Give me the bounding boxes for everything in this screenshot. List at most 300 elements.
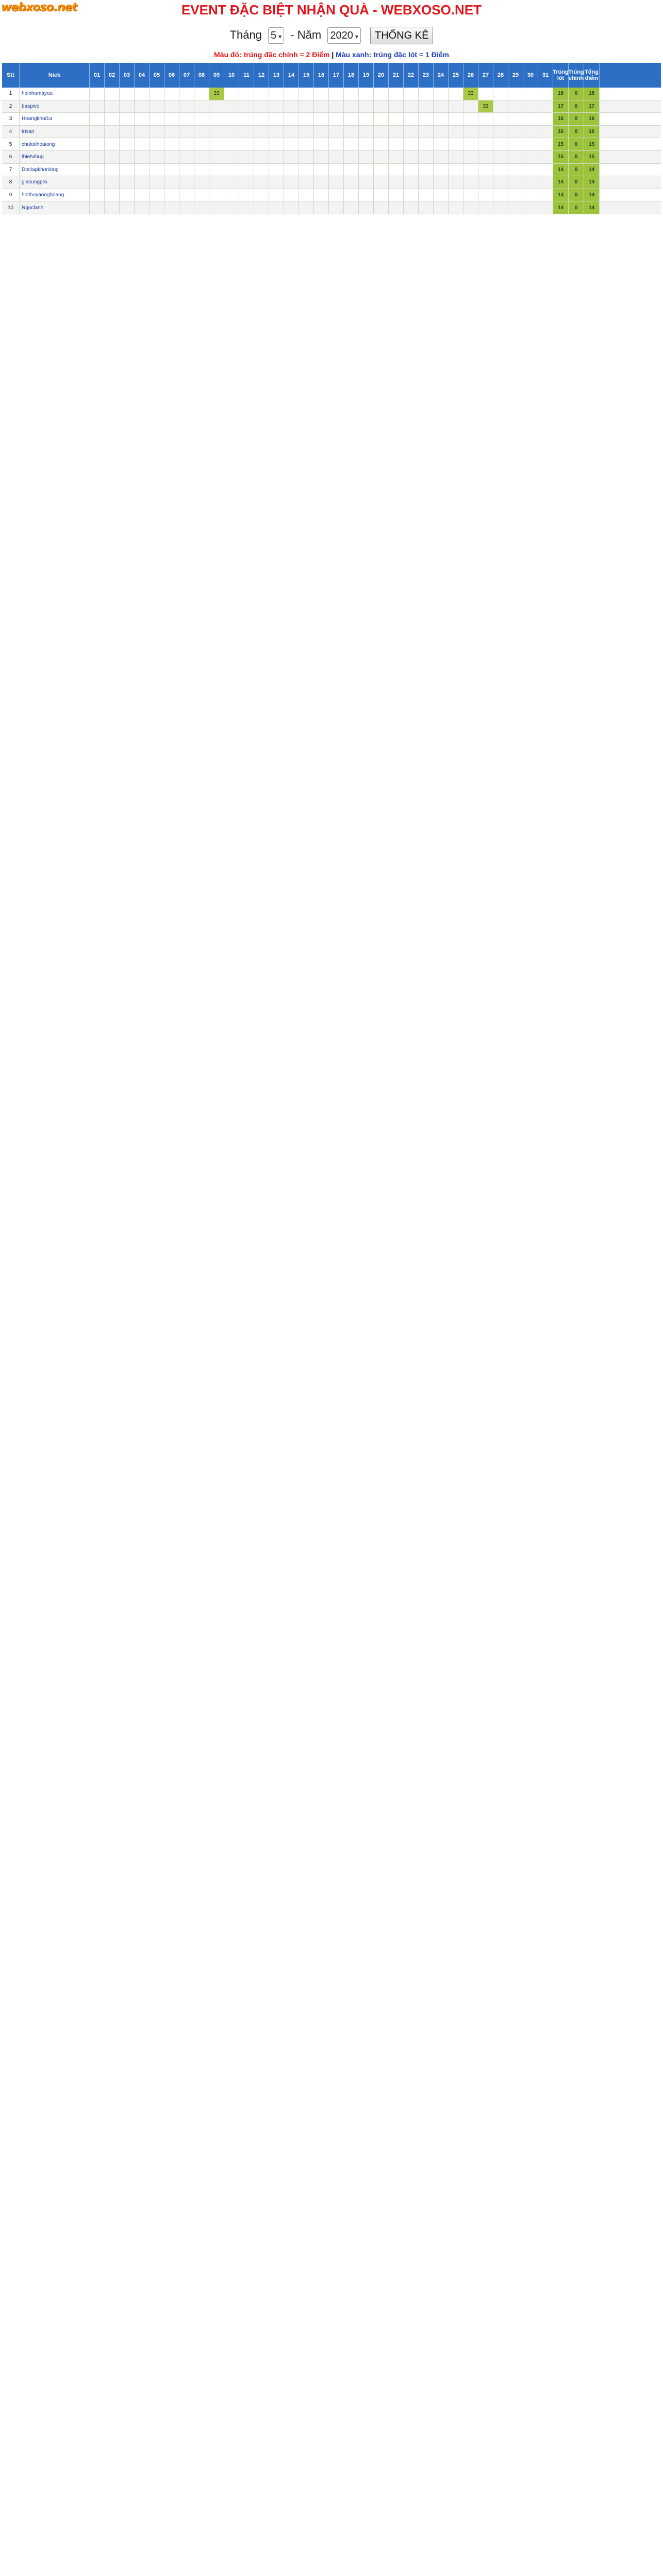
- table-row: [2, 176, 661, 189]
- row-points: 14: [584, 176, 600, 189]
- row-day-cell: [254, 164, 269, 176]
- row-total-main: 0: [569, 100, 584, 113]
- row-stt: 1: [2, 88, 20, 100]
- row-day-cell: [120, 113, 135, 125]
- year-label: Năm: [297, 28, 322, 41]
- row-day-cell: [344, 176, 359, 189]
- results-table: [2, 63, 661, 214]
- row-day-cell: [389, 88, 404, 100]
- row-day-cell: [478, 164, 493, 176]
- row-day-cell: [463, 189, 478, 201]
- row-total-hit: 15: [553, 151, 569, 163]
- row-day-cell: [434, 113, 449, 125]
- row-day-cell: [538, 189, 553, 201]
- row-day-cell: [90, 113, 105, 125]
- row-day-cell: [269, 151, 284, 163]
- row-day-cell: [194, 176, 209, 189]
- header-day: 20: [374, 63, 389, 88]
- row-day-cell: [90, 201, 105, 214]
- filter-bar: [0, 27, 663, 44]
- row-day-cell: [538, 88, 553, 100]
- row-day-cell: [404, 126, 419, 138]
- row-day-cell: [135, 201, 150, 214]
- header-day: 29: [508, 63, 523, 88]
- header-day: 22: [404, 63, 419, 88]
- header-name: Nick: [20, 63, 90, 88]
- row-day-cell: [254, 88, 269, 100]
- row-day-cell: [314, 100, 329, 113]
- row-points: 15: [584, 151, 600, 163]
- row-day-cell: [105, 100, 120, 113]
- row-day-cell: [194, 189, 209, 201]
- row-total-main: 0: [569, 176, 584, 189]
- header-day: 04: [135, 63, 150, 88]
- row-day-cell: [434, 176, 449, 189]
- row-total-hit: 14: [553, 189, 569, 201]
- row-day-cell: [404, 88, 419, 100]
- table-row: [2, 189, 661, 202]
- row-day-cell: [269, 113, 284, 125]
- row-day-cell: [179, 88, 194, 100]
- row-day-cell: [179, 138, 194, 150]
- row-day-cell: [209, 151, 224, 163]
- row-day-cell: [449, 176, 463, 189]
- row-day-cell: [508, 88, 523, 100]
- row-day-cell: [344, 164, 359, 176]
- row-day-cell: [239, 113, 254, 125]
- header-day: 09: [209, 63, 224, 88]
- chevron-down-icon: ▾: [278, 33, 282, 40]
- row-day-cell: [359, 201, 374, 214]
- row-nick-link[interactable]: Hoangkhoi1a: [20, 113, 90, 125]
- note-main-points: Màu đỏ: trúng đặc chính = 2 Điểm: [214, 50, 330, 59]
- row-day-cell: [194, 138, 209, 150]
- month-label: Tháng: [229, 28, 262, 41]
- row-day-cell: [419, 164, 434, 176]
- header-day: 27: [478, 63, 493, 88]
- row-day-cell: 33: [209, 88, 224, 100]
- row-day-cell: [224, 176, 239, 189]
- row-day-cell: [120, 126, 135, 138]
- row-day-cell: [164, 88, 179, 100]
- row-day-cell: [120, 151, 135, 163]
- row-day-cell: [120, 88, 135, 100]
- row-day-cell: [105, 189, 120, 201]
- row-day-cell: [374, 164, 389, 176]
- row-day-cell: [538, 113, 553, 125]
- row-day-cell: [299, 126, 314, 138]
- row-day-cell: [434, 164, 449, 176]
- header-day: 14: [284, 63, 299, 88]
- row-day-cell: [314, 88, 329, 100]
- row-total-main: 0: [569, 164, 584, 176]
- row-day-cell: [344, 88, 359, 100]
- row-day-cell: [284, 138, 299, 150]
- row-day-cell: [508, 201, 523, 214]
- row-day-cell: [478, 88, 493, 100]
- row-day-cell: [374, 151, 389, 163]
- row-nick-link[interactable]: Doclapkhonlong: [20, 164, 90, 176]
- header-day: 11: [239, 63, 254, 88]
- row-day-cell: [239, 100, 254, 113]
- row-day-cell: [314, 189, 329, 201]
- row-day-cell: [404, 176, 419, 189]
- row-day-cell: [329, 113, 344, 125]
- row-day-cell: [224, 100, 239, 113]
- row-day-cell: [374, 88, 389, 100]
- row-day-cell: [463, 138, 478, 150]
- row-day-cell: [419, 151, 434, 163]
- row-day-cell: [135, 151, 150, 163]
- row-day-cell: [404, 189, 419, 201]
- row-total-main: 0: [569, 113, 584, 125]
- row-day-cell: [164, 201, 179, 214]
- row-day-cell: [538, 164, 553, 176]
- header-day: 10: [224, 63, 239, 88]
- row-day-cell: [419, 88, 434, 100]
- row-day-cell: [478, 126, 493, 138]
- row-day-cell: [135, 88, 150, 100]
- row-day-cell: [150, 100, 164, 113]
- row-day-cell: [389, 176, 404, 189]
- dash-separator: -: [290, 28, 294, 41]
- row-day-cell: [508, 100, 523, 113]
- row-day-cell: [359, 100, 374, 113]
- row-day-cell: [179, 126, 194, 138]
- row-day-cell: [344, 189, 359, 201]
- row-day-cell: [508, 176, 523, 189]
- row-day-cell: [359, 126, 374, 138]
- month-select[interactable]: [268, 27, 284, 44]
- header-day: 28: [493, 63, 508, 88]
- row-day-cell: [284, 151, 299, 163]
- row-day-cell: [254, 113, 269, 125]
- row-day-cell: [254, 138, 269, 150]
- row-day-cell: [434, 126, 449, 138]
- row-day-cell: [299, 151, 314, 163]
- row-day-cell: [90, 164, 105, 176]
- row-day-cell: [389, 189, 404, 201]
- row-day-cell: [449, 88, 463, 100]
- row-day-cell: [239, 151, 254, 163]
- row-day-cell: [508, 189, 523, 201]
- row-day-cell: [209, 113, 224, 125]
- row-day-cell: [299, 88, 314, 100]
- year-select[interactable]: [327, 27, 361, 44]
- row-day-cell: [329, 100, 344, 113]
- row-day-cell: [164, 138, 179, 150]
- row-day-cell: [463, 176, 478, 189]
- row-day-cell: [434, 138, 449, 150]
- row-day-cell: [404, 113, 419, 125]
- row-day-cell: [269, 138, 284, 150]
- row-nick-link[interactable]: chuloithoaiong: [20, 138, 90, 150]
- row-day-cell: [194, 100, 209, 113]
- row-day-cell: [314, 151, 329, 163]
- row-day-cell: [90, 88, 105, 100]
- row-day-cell: [90, 138, 105, 150]
- row-day-cell: [224, 138, 239, 150]
- header-day: 17: [329, 63, 344, 88]
- row-day-cell: [344, 151, 359, 163]
- row-day-cell: [493, 100, 508, 113]
- row-day-cell: [359, 164, 374, 176]
- row-day-cell: [463, 126, 478, 138]
- row-day-cell: [478, 176, 493, 189]
- row-day-cell: [523, 138, 538, 150]
- row-day-cell: [120, 201, 135, 214]
- header-day: 23: [419, 63, 434, 88]
- table-row: [2, 100, 661, 113]
- row-day-cell: [105, 151, 120, 163]
- row-day-cell: [150, 176, 164, 189]
- row-stt: 5: [2, 138, 20, 150]
- row-day-cell: [359, 138, 374, 150]
- row-day-cell: [209, 201, 224, 214]
- row-day-cell: [254, 100, 269, 113]
- row-day-cell: [419, 100, 434, 113]
- row-day-cell: [523, 201, 538, 214]
- row-day-cell: [224, 126, 239, 138]
- row-total-hit: 14: [553, 176, 569, 189]
- row-day-cell: [164, 151, 179, 163]
- row-day-cell: [299, 100, 314, 113]
- row-total-hit: 16: [553, 126, 569, 138]
- row-day-cell: [404, 151, 419, 163]
- row-day-cell: [478, 201, 493, 214]
- row-day-cell: [419, 113, 434, 125]
- header-total-main: Trúng chính: [569, 63, 584, 88]
- row-day-cell: [434, 88, 449, 100]
- row-stt: 6: [2, 151, 20, 163]
- row-day-cell: [374, 126, 389, 138]
- row-day-cell: [179, 201, 194, 214]
- row-day-cell: [135, 113, 150, 125]
- thong-ke-button[interactable]: THỐNG KÊ: [370, 27, 433, 44]
- row-day-cell: [478, 113, 493, 125]
- row-stt: 9: [2, 189, 20, 201]
- row-day-cell: [254, 201, 269, 214]
- header-day: 21: [389, 63, 404, 88]
- row-nick-link[interactable]: baspivo: [20, 100, 90, 113]
- row-day-cell: [105, 201, 120, 214]
- row-day-cell: [374, 201, 389, 214]
- row-day-cell: [463, 151, 478, 163]
- row-day-cell: [344, 138, 359, 150]
- row-day-cell: [508, 151, 523, 163]
- row-day-cell: [284, 126, 299, 138]
- header-total-hit: Trúng lót: [553, 63, 569, 88]
- row-day-cell: [478, 151, 493, 163]
- row-points: 17: [584, 100, 600, 113]
- row-day-cell: [493, 151, 508, 163]
- header-day: 24: [434, 63, 449, 88]
- row-day-cell: [150, 189, 164, 201]
- table-row: [2, 138, 661, 151]
- row-day-cell: [299, 201, 314, 214]
- row-day-cell: [90, 100, 105, 113]
- row-day-cell: [523, 113, 538, 125]
- row-day-cell: [463, 164, 478, 176]
- row-day-cell: [269, 164, 284, 176]
- row-day-cell: [374, 138, 389, 150]
- header-points: Tổng điểm: [584, 63, 600, 88]
- row-day-cell: [179, 164, 194, 176]
- row-day-cell: [209, 126, 224, 138]
- row-day-cell: [269, 176, 284, 189]
- row-day-cell: [299, 189, 314, 201]
- row-day-cell: [508, 126, 523, 138]
- row-day-cell: [239, 189, 254, 201]
- row-day-cell: [329, 164, 344, 176]
- row-nick-link[interactable]: hoinhomayou: [20, 88, 90, 100]
- row-day-cell: [523, 164, 538, 176]
- row-day-cell: [135, 138, 150, 150]
- row-day-cell: [359, 151, 374, 163]
- row-day-cell: [449, 201, 463, 214]
- header-stt: Stt: [2, 63, 20, 88]
- row-day-cell: [105, 113, 120, 125]
- row-day-cell: [194, 151, 209, 163]
- row-total-main: 0: [569, 201, 584, 214]
- row-day-cell: [194, 88, 209, 100]
- row-day-cell: [329, 138, 344, 150]
- row-day-cell: [523, 126, 538, 138]
- row-day-cell: [404, 164, 419, 176]
- row-day-cell: [449, 100, 463, 113]
- row-day-cell: [105, 88, 120, 100]
- row-day-cell: [164, 126, 179, 138]
- row-day-cell: [179, 151, 194, 163]
- row-day-cell: [194, 113, 209, 125]
- row-day-cell: [90, 189, 105, 201]
- row-day-cell: [449, 151, 463, 163]
- row-day-cell: [523, 151, 538, 163]
- row-day-cell: [150, 151, 164, 163]
- row-nick-link[interactable]: trixan: [20, 126, 90, 138]
- row-nick-link[interactable]: giacungpro: [20, 176, 90, 189]
- row-day-cell: [463, 113, 478, 125]
- row-day-cell: [419, 201, 434, 214]
- row-points: 18: [584, 88, 600, 100]
- row-day-cell: [164, 164, 179, 176]
- row-day-cell: [179, 113, 194, 125]
- row-day-cell: [538, 176, 553, 189]
- row-day-cell: [523, 100, 538, 113]
- row-day-cell: [314, 201, 329, 214]
- row-stt: 3: [2, 113, 20, 125]
- row-day-cell: [449, 113, 463, 125]
- row-day-cell: [179, 176, 194, 189]
- row-day-cell: [224, 189, 239, 201]
- note-lot-points: Màu xanh: trúng đặc lót = 1 Điểm: [336, 50, 449, 59]
- row-day-cell: [538, 201, 553, 214]
- row-day-cell: [135, 100, 150, 113]
- row-stt: 7: [2, 164, 20, 176]
- row-day-cell: [344, 201, 359, 214]
- header-day: 06: [164, 63, 179, 88]
- row-day-cell: [120, 100, 135, 113]
- row-day-cell: [209, 176, 224, 189]
- table-header: [2, 63, 661, 88]
- row-day-cell: [209, 138, 224, 150]
- row-day-cell: 33: [463, 88, 478, 100]
- row-total-hit: 15: [553, 138, 569, 150]
- row-day-cell: [254, 126, 269, 138]
- row-day-cell: [209, 100, 224, 113]
- row-day-cell: [314, 138, 329, 150]
- row-day-cell: [105, 176, 120, 189]
- row-day-cell: [493, 126, 508, 138]
- row-day-cell: [254, 189, 269, 201]
- row-points: 16: [584, 113, 600, 125]
- row-day-cell: [179, 189, 194, 201]
- row-day-cell: [269, 201, 284, 214]
- header-day: 02: [105, 63, 120, 88]
- row-nick-link[interactable]: hoithuyaonghoang: [20, 189, 90, 201]
- row-day-cell: [284, 164, 299, 176]
- row-day-cell: [434, 151, 449, 163]
- row-day-cell: [493, 201, 508, 214]
- row-points: 14: [584, 201, 600, 214]
- row-day-cell: [239, 88, 254, 100]
- row-day-cell: [389, 113, 404, 125]
- row-day-cell: [329, 151, 344, 163]
- row-day-cell: [194, 201, 209, 214]
- header-day: 31: [538, 63, 553, 88]
- row-day-cell: [538, 151, 553, 163]
- row-day-cell: [254, 176, 269, 189]
- row-day-cell: [493, 164, 508, 176]
- row-nick-link[interactable]: Ngoclanh: [20, 201, 90, 214]
- row-day-cell: [463, 100, 478, 113]
- row-stt: 2: [2, 100, 20, 113]
- row-day-cell: [105, 138, 120, 150]
- chevron-down-icon: ▾: [355, 33, 358, 40]
- row-day-cell: [493, 138, 508, 150]
- row-points: 15: [584, 138, 600, 150]
- row-day-cell: [269, 88, 284, 100]
- row-day-cell: [449, 189, 463, 201]
- row-day-cell: [150, 88, 164, 100]
- row-day-cell: [239, 138, 254, 150]
- row-total-main: 0: [569, 88, 584, 100]
- row-day-cell: [493, 189, 508, 201]
- row-day-cell: [284, 201, 299, 214]
- row-day-cell: [135, 126, 150, 138]
- row-nick-link[interactable]: thietvihug: [20, 151, 90, 163]
- row-day-cell: [135, 189, 150, 201]
- row-day-cell: [105, 126, 120, 138]
- header-day: 01: [90, 63, 105, 88]
- row-day-cell: [389, 164, 404, 176]
- row-day-cell: [164, 189, 179, 201]
- row-day-cell: [389, 100, 404, 113]
- row-day-cell: [194, 126, 209, 138]
- row-stt: 8: [2, 176, 20, 189]
- row-day-cell: [493, 88, 508, 100]
- row-points: 14: [584, 164, 600, 176]
- row-day-cell: [299, 164, 314, 176]
- row-day-cell: [120, 138, 135, 150]
- row-day-cell: [404, 138, 419, 150]
- row-day-cell: [164, 113, 179, 125]
- row-day-cell: [194, 164, 209, 176]
- row-day-cell: [224, 88, 239, 100]
- row-day-cell: [239, 164, 254, 176]
- row-stt: 4: [2, 126, 20, 138]
- row-day-cell: [224, 201, 239, 214]
